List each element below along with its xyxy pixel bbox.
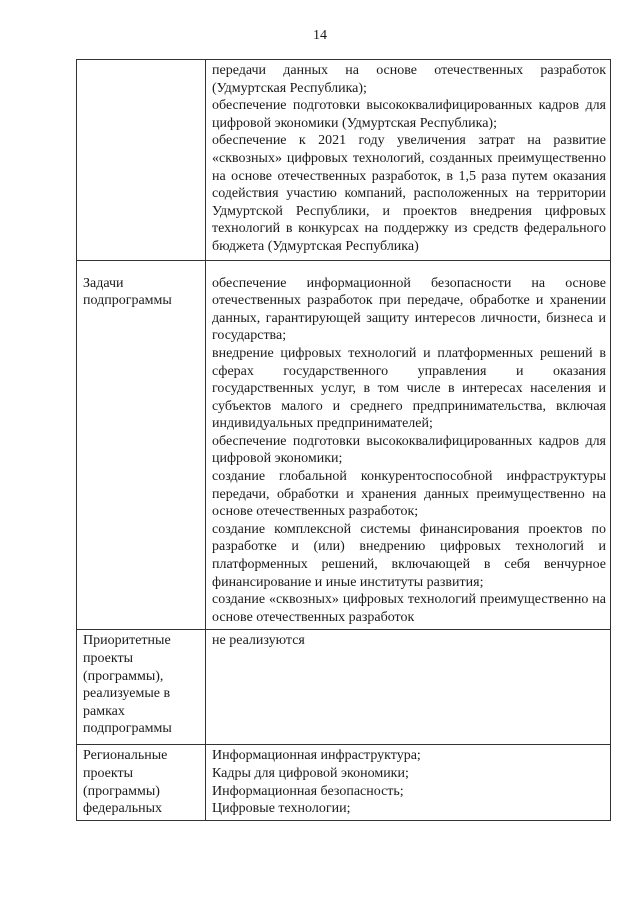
paragraph: не реализуются <box>212 633 305 649</box>
row-content <box>206 745 611 820</box>
paragraph: обеспечение подготовки высококвалифицированных кадров для цифровой экономики; <box>212 433 606 467</box>
table-row-regional-projects <box>77 745 611 820</box>
paragraph: создание «сквозных» цифровых технологий преимущественно на основе отечественных разработок <box>212 592 606 625</box>
row-label <box>77 60 206 261</box>
table-row-tasks <box>77 260 611 630</box>
paragraph: обеспечение к 2021 году увеличения затрат на развитие «сквозных» цифровых технологий, созданных преимущественно на основе отечественных разработок, в 1,5 раза путем оказания содействия участию компаний, расположенных на территории Удмуртской Республики, и проектов внедрения цифровых технологий в конкурсах на поддержку из средств федерального бюджета (Удмуртская Республика) <box>212 133 606 254</box>
paragraph: Кадры для цифровой экономики; <box>212 766 409 781</box>
row-content <box>206 60 611 261</box>
table-row-priority-projects <box>77 630 611 745</box>
paragraph: внедрение цифровых технологий и платформенных решений в сферах государственного управления и оказания государственных услуг, в том числе в интересах населения и субъектов малого и среднего предпринимательства, включая индивидуальных предпринимателей; <box>212 345 606 432</box>
paragraph: Цифровые технологии; <box>212 801 351 817</box>
row-content <box>206 260 611 630</box>
row-label: Приоритетные проекты (программы), реализуемые в рамках подпрограммы <box>77 630 206 745</box>
paragraph: обеспечение подготовки высококвалифицированных кадров для цифровой экономики (Удмуртская Республика); <box>212 98 606 131</box>
row-label: Региональные проекты (программы) федеральных <box>77 745 206 820</box>
paragraph: передачи данных на основе отечественных разработок (Удмуртская Республика); <box>212 63 606 96</box>
subprogram-passport-table <box>76 59 611 821</box>
paragraph: создание глобальной конкурентоспособной инфраструктуры передачи, обработки и хранения данных преимущественно на основе отечественных разработок; <box>212 469 606 520</box>
row-content <box>206 630 611 745</box>
paragraph: обеспечение информационной безопасности на основе отечественных разработок при передаче, обработке и хранении данных, гарантирующей защиту интересов личности, бизнеса и государства; <box>212 275 606 344</box>
paragraph: создание комплексной системы финансирования проектов по разработке и (или) внедрению цифровых технологий и платформенных решений, включающей в себя венчурное финансирование и иные институты развития; <box>212 521 606 590</box>
paragraph: Информационная безопасность; <box>212 783 404 799</box>
page-number: 14 <box>313 28 327 43</box>
paragraph: Информационная инфраструктура; <box>212 748 421 764</box>
row-label: Задачи подпрограммы <box>77 260 206 630</box>
table-row-goals-continued <box>77 60 611 261</box>
